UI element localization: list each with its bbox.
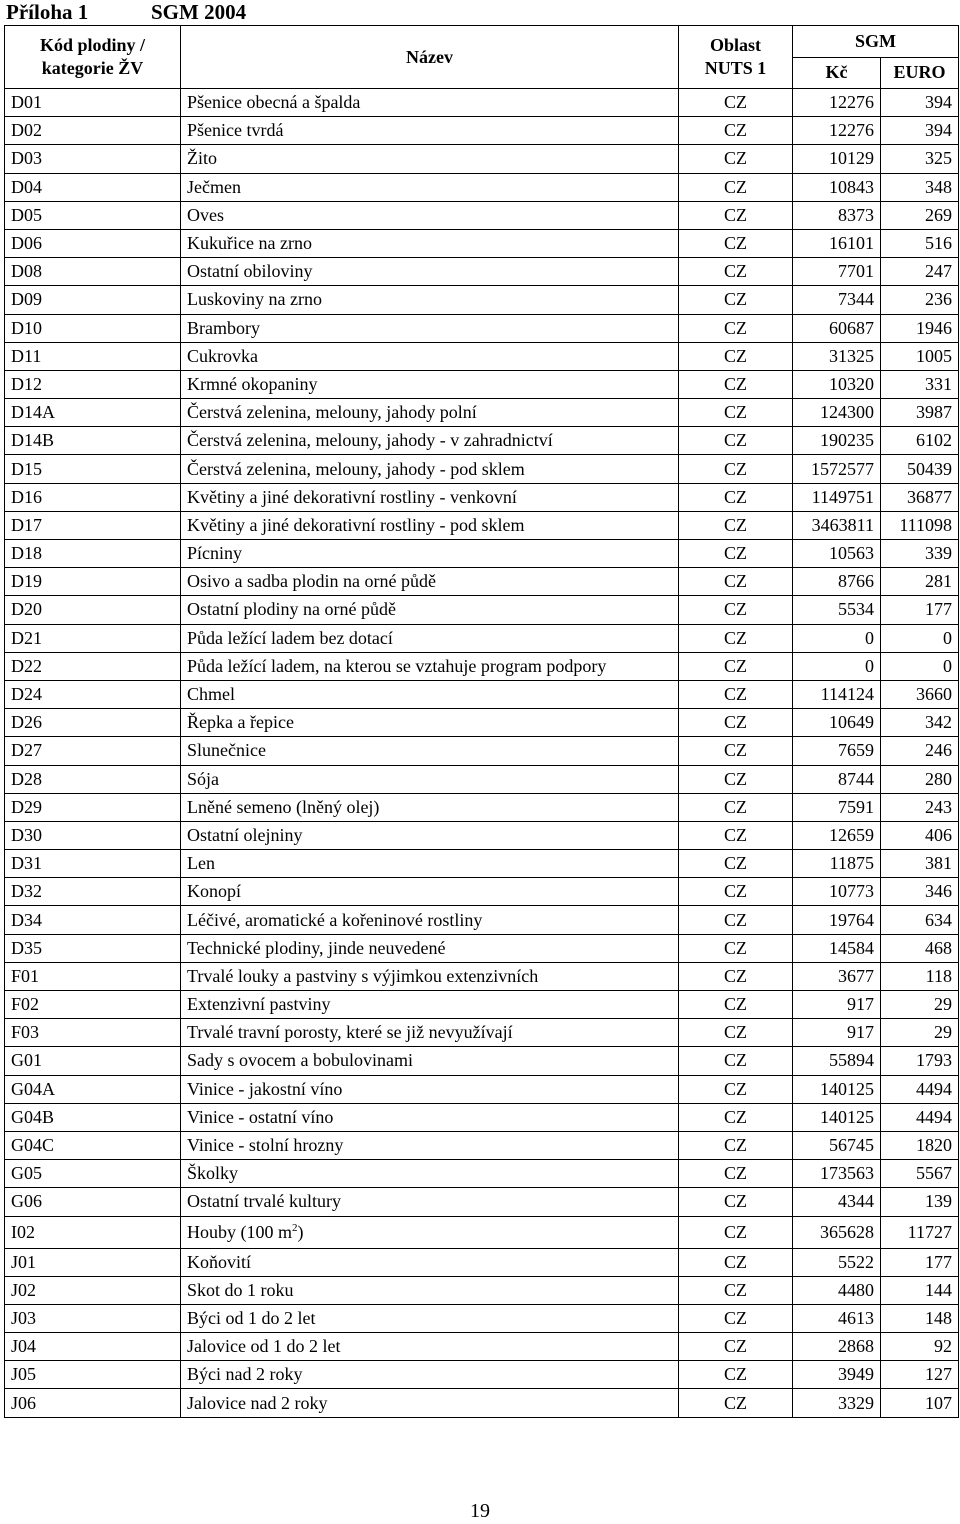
cell-code: J06 bbox=[5, 1389, 181, 1417]
cell-name: Ostatní obiloviny bbox=[181, 258, 679, 286]
cell-czk: 4344 bbox=[793, 1188, 881, 1216]
cell-area: CZ bbox=[679, 511, 793, 539]
table-title: SGM 2004 bbox=[151, 0, 247, 24]
cell-area: CZ bbox=[679, 1160, 793, 1188]
cell-code: D24 bbox=[5, 680, 181, 708]
cell-czk: 4480 bbox=[793, 1276, 881, 1304]
cell-name: Luskoviny na zrno bbox=[181, 286, 679, 314]
cell-czk: 7659 bbox=[793, 737, 881, 765]
cell-czk: 3677 bbox=[793, 962, 881, 990]
cell-area: CZ bbox=[679, 652, 793, 680]
cell-area: CZ bbox=[679, 540, 793, 568]
cell-eur: 4494 bbox=[881, 1075, 959, 1103]
cell-area: CZ bbox=[679, 962, 793, 990]
table-row bbox=[5, 427, 959, 455]
cell-czk: 0 bbox=[793, 624, 881, 652]
cell-czk: 55894 bbox=[793, 1047, 881, 1075]
cell-area: CZ bbox=[679, 483, 793, 511]
cell-area: CZ bbox=[679, 1216, 793, 1248]
cell-name: Řepka a řepice bbox=[181, 709, 679, 737]
cell-name: Čerstvá zelenina, melouny, jahody - pod sklem bbox=[181, 455, 679, 483]
cell-czk: 8373 bbox=[793, 201, 881, 229]
cell-name: Vinice - ostatní víno bbox=[181, 1103, 679, 1131]
cell-eur: 11727 bbox=[881, 1216, 959, 1248]
cell-czk: 0 bbox=[793, 652, 881, 680]
cell-czk: 7591 bbox=[793, 793, 881, 821]
cell-eur: 29 bbox=[881, 991, 959, 1019]
table-row bbox=[5, 89, 959, 117]
cell-eur: 269 bbox=[881, 201, 959, 229]
cell-code: D29 bbox=[5, 793, 181, 821]
table-row bbox=[5, 1361, 959, 1389]
cell-area: CZ bbox=[679, 1131, 793, 1159]
cell-czk: 5534 bbox=[793, 596, 881, 624]
cell-code: G01 bbox=[5, 1047, 181, 1075]
cell-name: Čerstvá zelenina, melouny, jahody - v zahradnictví bbox=[181, 427, 679, 455]
cell-area: CZ bbox=[679, 1276, 793, 1304]
cell-eur: 394 bbox=[881, 89, 959, 117]
cell-eur: 36877 bbox=[881, 483, 959, 511]
cell-code: D18 bbox=[5, 540, 181, 568]
cell-eur: 516 bbox=[881, 229, 959, 257]
table-row bbox=[5, 1075, 959, 1103]
cell-czk: 8766 bbox=[793, 568, 881, 596]
header-code: Kód plodiny / kategorie ŽV bbox=[5, 26, 181, 89]
cell-area: CZ bbox=[679, 201, 793, 229]
cell-code: F01 bbox=[5, 962, 181, 990]
cell-name: Brambory bbox=[181, 314, 679, 342]
cell-area: CZ bbox=[679, 342, 793, 370]
cell-czk: 114124 bbox=[793, 680, 881, 708]
cell-czk: 16101 bbox=[793, 229, 881, 257]
table-row bbox=[5, 117, 959, 145]
cell-code: F02 bbox=[5, 991, 181, 1019]
table-row bbox=[5, 229, 959, 257]
cell-area: CZ bbox=[679, 1188, 793, 1216]
cell-name bbox=[181, 1216, 679, 1248]
cell-code: J05 bbox=[5, 1361, 181, 1389]
cell-name: Jalovice nad 2 roky bbox=[181, 1389, 679, 1417]
cell-name: Vinice - stolní hrozny bbox=[181, 1131, 679, 1159]
table-row bbox=[5, 201, 959, 229]
cell-eur: 1005 bbox=[881, 342, 959, 370]
cell-czk: 1572577 bbox=[793, 455, 881, 483]
cell-czk: 3463811 bbox=[793, 511, 881, 539]
table-row bbox=[5, 314, 959, 342]
cell-eur: 342 bbox=[881, 709, 959, 737]
cell-code: G04A bbox=[5, 1075, 181, 1103]
cell-name: Trvalé travní porosty, které se již nevyužívají bbox=[181, 1019, 679, 1047]
cell-area: CZ bbox=[679, 117, 793, 145]
cell-eur: 144 bbox=[881, 1276, 959, 1304]
cell-code: J02 bbox=[5, 1276, 181, 1304]
cell-name: Pšenice obecná a špalda bbox=[181, 89, 679, 117]
cell-code: D22 bbox=[5, 652, 181, 680]
cell-eur: 3660 bbox=[881, 680, 959, 708]
cell-czk: 917 bbox=[793, 991, 881, 1019]
cell-code: D28 bbox=[5, 765, 181, 793]
cell-czk: 56745 bbox=[793, 1131, 881, 1159]
cell-eur: 346 bbox=[881, 878, 959, 906]
table-row bbox=[5, 850, 959, 878]
table-row bbox=[5, 1333, 959, 1361]
cell-name: Osivo a sadba plodin na orné půdě bbox=[181, 568, 679, 596]
table-row bbox=[5, 652, 959, 680]
cell-czk: 12659 bbox=[793, 821, 881, 849]
cell-eur: 247 bbox=[881, 258, 959, 286]
table-row bbox=[5, 991, 959, 1019]
cell-area: CZ bbox=[679, 145, 793, 173]
table-row bbox=[5, 399, 959, 427]
cell-area: CZ bbox=[679, 1361, 793, 1389]
cell-eur: 281 bbox=[881, 568, 959, 596]
cell-code: J04 bbox=[5, 1333, 181, 1361]
cell-area: CZ bbox=[679, 850, 793, 878]
cell-name-superscript: 2 bbox=[292, 1221, 298, 1234]
cell-eur: 243 bbox=[881, 793, 959, 821]
cell-czk: 140125 bbox=[793, 1075, 881, 1103]
page-heading bbox=[6, 0, 247, 24]
cell-code: D32 bbox=[5, 878, 181, 906]
cell-czk: 10563 bbox=[793, 540, 881, 568]
cell-eur: 3987 bbox=[881, 399, 959, 427]
cell-code: D14A bbox=[5, 399, 181, 427]
cell-name: Ječmen bbox=[181, 173, 679, 201]
cell-czk: 10773 bbox=[793, 878, 881, 906]
cell-area: CZ bbox=[679, 89, 793, 117]
cell-code: D17 bbox=[5, 511, 181, 539]
cell-eur: 236 bbox=[881, 286, 959, 314]
cell-area: CZ bbox=[679, 934, 793, 962]
cell-czk: 60687 bbox=[793, 314, 881, 342]
cell-eur: 406 bbox=[881, 821, 959, 849]
table-row bbox=[5, 511, 959, 539]
table-row bbox=[5, 878, 959, 906]
cell-eur: 246 bbox=[881, 737, 959, 765]
cell-czk: 12276 bbox=[793, 89, 881, 117]
cell-area: CZ bbox=[679, 737, 793, 765]
cell-eur: 280 bbox=[881, 765, 959, 793]
cell-eur: 339 bbox=[881, 540, 959, 568]
header-name: Název bbox=[181, 26, 679, 89]
cell-eur: 6102 bbox=[881, 427, 959, 455]
cell-czk: 365628 bbox=[793, 1216, 881, 1248]
cell-name: Slunečnice bbox=[181, 737, 679, 765]
cell-czk: 12276 bbox=[793, 117, 881, 145]
cell-eur: 139 bbox=[881, 1188, 959, 1216]
cell-code: D19 bbox=[5, 568, 181, 596]
cell-name: Jalovice od 1 do 2 let bbox=[181, 1333, 679, 1361]
table-row bbox=[5, 737, 959, 765]
cell-czk: 10843 bbox=[793, 173, 881, 201]
table-row bbox=[5, 1160, 959, 1188]
cell-czk: 8744 bbox=[793, 765, 881, 793]
cell-name: Koňovití bbox=[181, 1248, 679, 1276]
cell-czk: 3329 bbox=[793, 1389, 881, 1417]
cell-eur: 111098 bbox=[881, 511, 959, 539]
cell-area: CZ bbox=[679, 1103, 793, 1131]
cell-code: D05 bbox=[5, 201, 181, 229]
cell-czk: 5522 bbox=[793, 1248, 881, 1276]
cell-eur: 177 bbox=[881, 1248, 959, 1276]
cell-area: CZ bbox=[679, 1047, 793, 1075]
cell-name: Ostatní plodiny na orné půdě bbox=[181, 596, 679, 624]
cell-area: CZ bbox=[679, 680, 793, 708]
cell-eur: 394 bbox=[881, 117, 959, 145]
table-row bbox=[5, 1304, 959, 1332]
cell-czk: 10649 bbox=[793, 709, 881, 737]
table-row bbox=[5, 173, 959, 201]
cell-eur: 0 bbox=[881, 624, 959, 652]
cell-area: CZ bbox=[679, 173, 793, 201]
cell-area: CZ bbox=[679, 314, 793, 342]
cell-eur: 127 bbox=[881, 1361, 959, 1389]
page-number: 19 bbox=[470, 1500, 490, 1522]
table-row bbox=[5, 680, 959, 708]
table-row bbox=[5, 1276, 959, 1304]
table-row bbox=[5, 568, 959, 596]
cell-area: CZ bbox=[679, 793, 793, 821]
table-row bbox=[5, 1019, 959, 1047]
cell-code: D21 bbox=[5, 624, 181, 652]
cell-czk: 31325 bbox=[793, 342, 881, 370]
table-row bbox=[5, 1248, 959, 1276]
cell-code: G04C bbox=[5, 1131, 181, 1159]
cell-eur: 468 bbox=[881, 934, 959, 962]
cell-area: CZ bbox=[679, 258, 793, 286]
cell-code: D06 bbox=[5, 229, 181, 257]
cell-czk: 190235 bbox=[793, 427, 881, 455]
table-row bbox=[5, 540, 959, 568]
cell-name: Půda ležící ladem, na kterou se vztahuje program podpory bbox=[181, 652, 679, 680]
cell-area: CZ bbox=[679, 568, 793, 596]
cell-name: Lněné semeno (lněný olej) bbox=[181, 793, 679, 821]
cell-eur: 118 bbox=[881, 962, 959, 990]
cell-area: CZ bbox=[679, 455, 793, 483]
cell-eur: 148 bbox=[881, 1304, 959, 1332]
cell-czk: 10129 bbox=[793, 145, 881, 173]
cell-eur: 29 bbox=[881, 1019, 959, 1047]
cell-name: Býci od 1 do 2 let bbox=[181, 1304, 679, 1332]
cell-code: D09 bbox=[5, 286, 181, 314]
cell-eur: 325 bbox=[881, 145, 959, 173]
table-row bbox=[5, 1131, 959, 1159]
cell-code: I02 bbox=[5, 1216, 181, 1248]
cell-name: Žito bbox=[181, 145, 679, 173]
header-czk: Kč bbox=[793, 57, 881, 89]
cell-czk: 7344 bbox=[793, 286, 881, 314]
cell-area: CZ bbox=[679, 821, 793, 849]
cell-eur: 634 bbox=[881, 906, 959, 934]
cell-eur: 1793 bbox=[881, 1047, 959, 1075]
cell-eur: 92 bbox=[881, 1333, 959, 1361]
cell-area: CZ bbox=[679, 1075, 793, 1103]
cell-area: CZ bbox=[679, 991, 793, 1019]
cell-code: D15 bbox=[5, 455, 181, 483]
cell-name: Vinice - jakostní víno bbox=[181, 1075, 679, 1103]
cell-area: CZ bbox=[679, 709, 793, 737]
cell-name: Oves bbox=[181, 201, 679, 229]
cell-code: D01 bbox=[5, 89, 181, 117]
cell-code: F03 bbox=[5, 1019, 181, 1047]
cell-name: Pícniny bbox=[181, 540, 679, 568]
cell-czk: 3949 bbox=[793, 1361, 881, 1389]
table-row bbox=[5, 1103, 959, 1131]
cell-eur: 331 bbox=[881, 370, 959, 398]
table-row bbox=[5, 145, 959, 173]
cell-name: Čerstvá zelenina, melouny, jahody polní bbox=[181, 399, 679, 427]
cell-area: CZ bbox=[679, 906, 793, 934]
cell-czk: 1149751 bbox=[793, 483, 881, 511]
cell-name: Školky bbox=[181, 1160, 679, 1188]
cell-eur: 381 bbox=[881, 850, 959, 878]
cell-code: D10 bbox=[5, 314, 181, 342]
cell-czk: 2868 bbox=[793, 1333, 881, 1361]
cell-czk: 124300 bbox=[793, 399, 881, 427]
header-area: Oblast NUTS 1 bbox=[679, 26, 793, 89]
cell-name-suffix: ) bbox=[297, 1221, 304, 1242]
cell-area: CZ bbox=[679, 1304, 793, 1332]
cell-code: J01 bbox=[5, 1248, 181, 1276]
cell-name: Konopí bbox=[181, 878, 679, 906]
cell-area: CZ bbox=[679, 427, 793, 455]
cell-czk: 11875 bbox=[793, 850, 881, 878]
table-row bbox=[5, 1047, 959, 1075]
table-row bbox=[5, 709, 959, 737]
cell-code: D12 bbox=[5, 370, 181, 398]
cell-code: D03 bbox=[5, 145, 181, 173]
cell-code: D02 bbox=[5, 117, 181, 145]
cell-czk: 7701 bbox=[793, 258, 881, 286]
cell-area: CZ bbox=[679, 399, 793, 427]
cell-area: CZ bbox=[679, 624, 793, 652]
cell-area: CZ bbox=[679, 286, 793, 314]
cell-code: G06 bbox=[5, 1188, 181, 1216]
cell-area: CZ bbox=[679, 1019, 793, 1047]
cell-czk: 140125 bbox=[793, 1103, 881, 1131]
table-row bbox=[5, 286, 959, 314]
table-row bbox=[5, 370, 959, 398]
cell-eur: 4494 bbox=[881, 1103, 959, 1131]
cell-area: CZ bbox=[679, 229, 793, 257]
table-body bbox=[5, 89, 959, 1418]
cell-name: Ostatní olejniny bbox=[181, 821, 679, 849]
table-row bbox=[5, 1389, 959, 1417]
cell-code: D08 bbox=[5, 258, 181, 286]
sgm-table bbox=[4, 25, 959, 1418]
header-eur: EURO bbox=[881, 57, 959, 89]
cell-eur: 107 bbox=[881, 1389, 959, 1417]
cell-eur: 1820 bbox=[881, 1131, 959, 1159]
table-row bbox=[5, 1188, 959, 1216]
table-row bbox=[5, 455, 959, 483]
cell-name: Extenzivní pastviny bbox=[181, 991, 679, 1019]
table-row bbox=[5, 483, 959, 511]
cell-czk: 4613 bbox=[793, 1304, 881, 1332]
cell-eur: 1946 bbox=[881, 314, 959, 342]
cell-czk: 10320 bbox=[793, 370, 881, 398]
cell-name: Květiny a jiné dekorativní rostliny - pod sklem bbox=[181, 511, 679, 539]
table-row bbox=[5, 342, 959, 370]
cell-name: Cukrovka bbox=[181, 342, 679, 370]
header-sgm: SGM bbox=[793, 26, 959, 58]
cell-code: G04B bbox=[5, 1103, 181, 1131]
table-row bbox=[5, 821, 959, 849]
cell-czk: 19764 bbox=[793, 906, 881, 934]
cell-area: CZ bbox=[679, 878, 793, 906]
cell-name: Půda ležící ladem bez dotací bbox=[181, 624, 679, 652]
cell-code: J03 bbox=[5, 1304, 181, 1332]
cell-eur: 50439 bbox=[881, 455, 959, 483]
cell-code: D35 bbox=[5, 934, 181, 962]
cell-area: CZ bbox=[679, 765, 793, 793]
cell-name: Pšenice tvrdá bbox=[181, 117, 679, 145]
cell-name: Len bbox=[181, 850, 679, 878]
cell-code: G05 bbox=[5, 1160, 181, 1188]
cell-name: Květiny a jiné dekorativní rostliny - venkovní bbox=[181, 483, 679, 511]
table-row bbox=[5, 962, 959, 990]
cell-code: D14B bbox=[5, 427, 181, 455]
cell-code: D27 bbox=[5, 737, 181, 765]
cell-code: D34 bbox=[5, 906, 181, 934]
table-row bbox=[5, 765, 959, 793]
cell-code: D04 bbox=[5, 173, 181, 201]
cell-area: CZ bbox=[679, 596, 793, 624]
cell-code: D11 bbox=[5, 342, 181, 370]
cell-name: Krmné okopaniny bbox=[181, 370, 679, 398]
cell-czk: 14584 bbox=[793, 934, 881, 962]
cell-code: D31 bbox=[5, 850, 181, 878]
cell-code: D30 bbox=[5, 821, 181, 849]
table-row bbox=[5, 906, 959, 934]
cell-name: Chmel bbox=[181, 680, 679, 708]
cell-area: CZ bbox=[679, 1389, 793, 1417]
cell-czk: 173563 bbox=[793, 1160, 881, 1188]
cell-name: Kukuřice na zrno bbox=[181, 229, 679, 257]
cell-code: D20 bbox=[5, 596, 181, 624]
table-row bbox=[5, 934, 959, 962]
table-row bbox=[5, 793, 959, 821]
cell-code: D16 bbox=[5, 483, 181, 511]
cell-code: D26 bbox=[5, 709, 181, 737]
cell-eur: 0 bbox=[881, 652, 959, 680]
cell-name: Ostatní trvalé kultury bbox=[181, 1188, 679, 1216]
cell-name: Technické plodiny, jinde neuvedené bbox=[181, 934, 679, 962]
table-row bbox=[5, 1216, 959, 1248]
annex-label: Příloha 1 bbox=[6, 0, 89, 24]
cell-name-text: Houby (100 m bbox=[187, 1221, 292, 1242]
cell-name: Býci nad 2 roky bbox=[181, 1361, 679, 1389]
cell-eur: 177 bbox=[881, 596, 959, 624]
cell-area: CZ bbox=[679, 1333, 793, 1361]
cell-area: CZ bbox=[679, 1248, 793, 1276]
table-row bbox=[5, 258, 959, 286]
table-row bbox=[5, 624, 959, 652]
cell-name: Sady s ovocem a bobulovinami bbox=[181, 1047, 679, 1075]
cell-czk: 917 bbox=[793, 1019, 881, 1047]
cell-name: Léčivé, aromatické a kořeninové rostliny bbox=[181, 906, 679, 934]
table-row bbox=[5, 596, 959, 624]
cell-eur: 348 bbox=[881, 173, 959, 201]
cell-area: CZ bbox=[679, 370, 793, 398]
cell-name: Trvalé louky a pastviny s výjimkou extenzivních bbox=[181, 962, 679, 990]
cell-eur: 5567 bbox=[881, 1160, 959, 1188]
cell-name: Sója bbox=[181, 765, 679, 793]
cell-name: Skot do 1 roku bbox=[181, 1276, 679, 1304]
